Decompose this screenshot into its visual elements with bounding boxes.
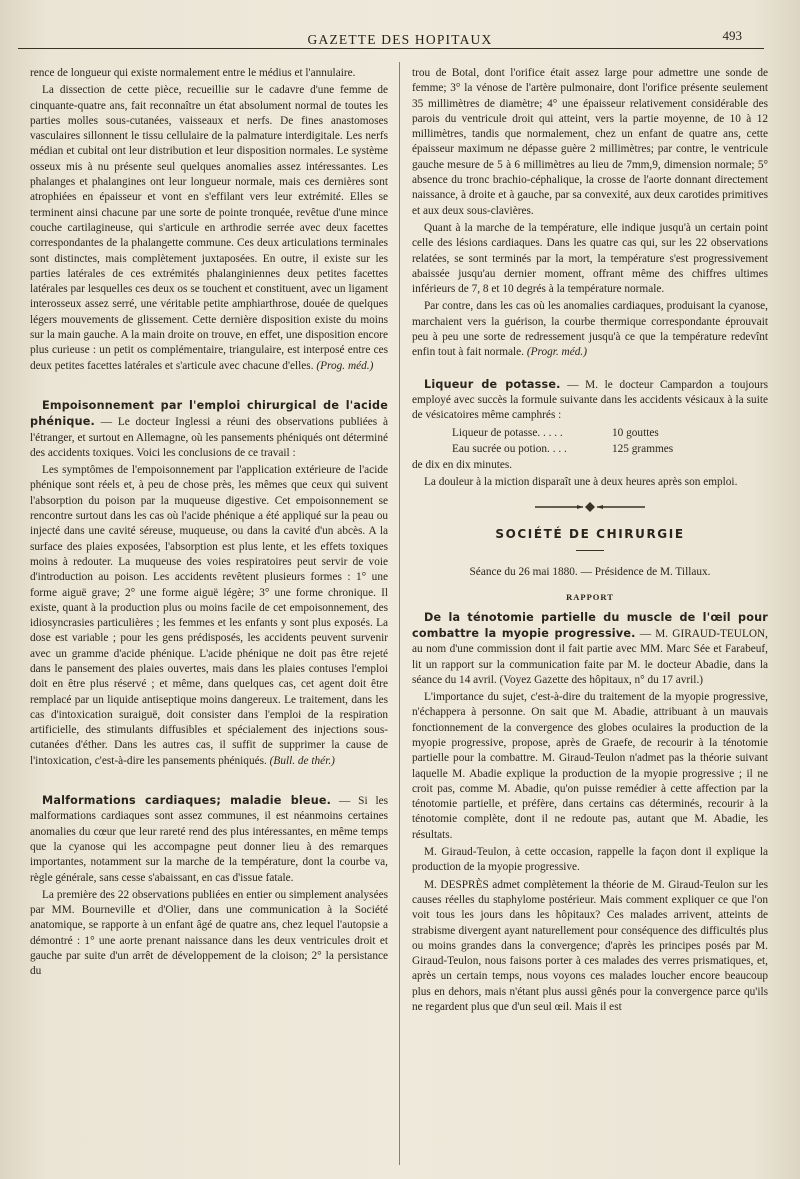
article-liqueur-potasse: Liqueur de potasse. — M. le docteur Campardon a toujours employé avec succès la formule suivante dans les accidents vésicaux à la suite de vésicatoires même camphrés : [412,377,768,422]
section-heading: SOCIÉTÉ DE CHIRURGIE [495,526,685,541]
paragraph: M. Giraud-Teulon, à cette occasion, rappelle la façon dont il explique la production de la myopie progressive. [412,846,768,874]
paragraph: de dix en dix minutes. [412,459,513,472]
paragraph: La dissection de cette pièce, recueillie sur le cadavre d'une femme de cinquante-quatre ans, fait reconnaître un état absolument normal de toutes les parties molles sous-cutanées, vaisseaux et nerfs. De fines anastomoses vasculaires sillonnent le tissu cellulaire de la palmature interdigitale. Les nerfs médian et cubital ont leur distribution et leur disposition normales. Le système osseux mis à nu présente seul quelques anomalies assez intéressantes. Les phalanges et phalangines ont leur longueur normale, mais ces dernières sont atrophiées en épaisseur et vont en s'effilant vers leur extrémité. Elles se terminent ainsi chacune par une sorte de pointe tronquée, revêtue d'une mince couche cartilagineuse, qui s'articule en arthrodie serrée avec deux facettes correspondantes de la phalangette commune. Ces deux articulations terminales sont distinctes, mais complètement juxtaposées. En outre, il existe sur les parties latérales de ces extrémités phalanginiennes deux petites facettes latérales par lesquelles ces deux os se touchent et constituent, avec un ligament interosseux assez serré, une véritable petite amphiarthrose, douée de quelques légers mouvements de glissement. Cette dernière disposition existe du moins sur la main gauche. A la main droite on trouve, en effet, une disposition encore plus curieuse : un petit os complémentaire, triangulaire, est interposé entre ces deux petites facettes latérales et s'articule avec chacune d'elles. (Prog. méd.) [30,84,388,372]
rapport-heading: RAPPORT [566,592,614,603]
running-head [0,26,800,50]
article-malformations: Malformations cardiaques; maladie bleue. — Si les malformations cardiaques sont assez communes, il est néanmoins certaines anomalies du cœur que leur rareté rend des plus intéressantes, en même temps que la cyanose qui les accompagne peut donner lieu à des remarques importantes, notamment sur la marche de la température, dont la courbe va, règle générale, sans cesse s'abaissant, en cas d'issue fatale. [30,794,388,884]
source-citation: (Progr. méd.) [526,346,587,359]
formula-quantity: 10 gouttes [612,426,659,439]
column-divider [399,62,400,1165]
article-tenotomie: De la ténotomie partielle du muscle de l'œil pour combattre la myopie progressive. — M. GIRAUD-TEULON, au nom d'une commission dont il fait partie avec MM. Marc Sée et Farabeuf, lit un rapport sur la communication faite par M. le docteur Abadie, dans la séance du 14 avril. (Voyez Gazette des hôpitaux, n° du 17 avril.) [412,610,768,686]
formula-line [452,426,768,441]
section-ornament [412,501,768,513]
paragraph: Les symptômes de l'empoisonnement par l'application extérieure de l'acide phénique sont réels et, à peu de chose près, les mêmes que ceux qui suivent l'absorption du poison par la muqueuse digestive. Cet empoisonnement se rencontre surtout dans les cas où l'acide phénique a été appliqué sur la peau ou injecté dans une cavité séreuse, muqueuse, ou dans la cavité d'un abcès. A la surface des plaies exposées, l'absorption est plus lente, et les effets toxiques moins à redouter. La muqueuse des voies respiratoires peut servir de voie d'introduction au poison. Les accidents revêtent plusieurs formes : 1° une forme aiguë grave; 2° une forme aiguë légère; 3° une forme chronique. Il existe, quant à la production plus ou moins facile de cet empoisonnement, des idiosyncrasies particulières ; les femmes et les enfants y sont plus exposés. La dose est variable ; pour les gens prédisposés, les accidents peuvent survenir avec un gramme d'acide phénique. L'acide phénique ne doit pas être rejeté dans le pansement des plaies ouvertes, mais dans les plaies contuses l'emploi doit en être plus réservé ; et même, dans quelques cas, cet agent doit être remplacé par un liquide antiseptique moins dangereux. Le traitement, dans les cas d'intoxication suraiguë, doit consister dans l'emploi de la respiration artificielle, des stimulants diffusibles et spécialement des injections sous-cutanées d'éther. Dans les autres cas, il suffit de supprimer la cause de l'intoxication, c'est-à-dire les pansements phéniqués. (Bull. de thér.) [30,464,388,767]
formula-line [452,442,768,457]
left-column [30,66,388,1165]
paragraph: La douleur à la miction disparaît une à deux heures après son emploi. [424,476,738,489]
paragraph: trou de Botal, dont l'orifice était assez large pour admettre une sonde de femme; 3° la vénose de l'artère pulmonaire, dont l'orifice présente seulement 35 millimètres de diamètre; 4° une épaisseur relativement considérable des parois du ventricule droit qui atteint, vers la partie moyenne, de 10 à 12 millimètres, tandis que normalement, chez un enfant de quatre ans, cette épaisseur maximum ne dépasse guère 2 millimètres; par contre, le ventricule gauche mesure de 5 à 6 millimètres au lieu de 7mm,9, dimension normale; 5° absence du tronc brachio-céphalique, la crosse de l'aorte donnant directement naissance, à droite et à gauche, par sa convexité, aux deux carotides primitives et aux deux sous-clavières. [412,67,768,217]
right-column [412,66,768,1165]
article-title: Empoisonnement par l'emploi chirurgical de l'acide phénique. [30,398,388,429]
article-title: De la ténotomie partielle du muscle de l'œil pour combattre la myopie progressive. [412,610,768,640]
paragraph: rence de longueur qui existe normalement entre le médius et l'annulaire. [30,67,356,79]
journal-title: GAZETTE DES HOPITAUX [307,32,493,47]
paragraph: L'importance du sujet, c'est-à-dire du traitement de la myopie progressive, n'échappera à personne. On sait que M. Abadie, attribuant à un mauvais fonctionnement de la convergence des globes oculaires la production de la myopie progressive, propose, après de Graefe, de recourir à la ténotomie partielle pour la combattre. M. Giraud-Teulon n'admet pas la théorie suivant laquelle M. Abadie explique la production de la myopie progressive ; il ne croit pas, comme M. Abadie, qu'on puisse remédier à cette affection par la ténotomie partielle, et préfère, dans certains cas déterminés, recourir à la ténotomie complète, dont il ne redoute pas, autant que M. Abadie, les résultats. [412,691,768,841]
article-empoisonnement: Empoisonnement par l'emploi chirurgical de l'acide phénique. — Le docteur Inglessi a réuni des observations publiées à l'étranger, et surtout en Allemagne, où les pansements phéniqués ont déterminé des accidents toxiques. Voici les conclusions de ce travail : [30,398,388,459]
session-line: Séance du 26 mai 1880. — Présidence de M. Tillaux. [469,566,711,579]
paragraph: Par contre, dans les cas où les anomalies cardiaques, produisant la cyanose, marchaient vers la guérison, la courbe thermique correspondante éprouvait peu à peu une sorte de redressement jusqu'à ce que la température redevînt enfin tout à fait normale. (Progr. méd.) [412,300,768,359]
formula-ingredient: Liqueur de potasse. . . . . [452,426,563,439]
source-citation: (Prog. méd.) [316,359,374,372]
article-title: Liqueur de potasse. [424,377,561,391]
formula-ingredient: Eau sucrée ou potion. . . . [452,442,567,455]
article-title: Malformations cardiaques; maladie bleue. [42,794,332,808]
paragraph: La première des 22 observations publiées en entier ou simplement analysées par MM. Bourneville et d'Olier, dans une communication à la Société anatomique, se rapporte à un enfant âgé de quatre ans, chez lequel l'autopsie a démontré : 1° une aorte prenant naissance dans les deux ventricules droit et gauche par suite d'un arrêt de développement de la cloison; 2° la persistance du [30,888,388,978]
formula-quantity: 125 grammes [612,442,674,455]
short-rule [576,550,604,551]
paragraph: Quant à la marche de la température, elle indique jusqu'à un certain point celle des lésions cardiaques. Dans les quatre cas qui, sur les 22 observations relatées, se sont terminés par la mort, la température s'est progressivement abaissée jusqu'au dernier moment, offrant même des chiffres ultimes inférieurs de 7, 8 et 10 degrés à la température normale. [412,221,768,296]
source-citation: (Bull. de thér.) [269,754,335,767]
header-rule [18,48,764,49]
paragraph: M. DESPRÈS admet complètement la théorie de M. Giraud-Teulon sur les causes réelles du staphylome postérieur. Mais comment expliquer ce que l'on voit tous les jours dans les hôpitaux? Ces malades arrivent, atteints de strabisme divergent ayant naturellement pour conséquence des difficultés plus ou moins grandes dans la convergence; d'après les principes posés par M. Giraud-Teulon, nous faisons porter à ces malades des verres prismatiques, et, après un certain temps, nous voyons ces malades loucher encore beaucoup plus en dehors, mais n'étant plus aussi gênés pour la convergence parce qu'ils ne regardent plus que d'un seul œil. Mais il est [412,878,768,1014]
page-number: 493 [722,28,742,43]
ornament-rule-icon [535,501,645,513]
